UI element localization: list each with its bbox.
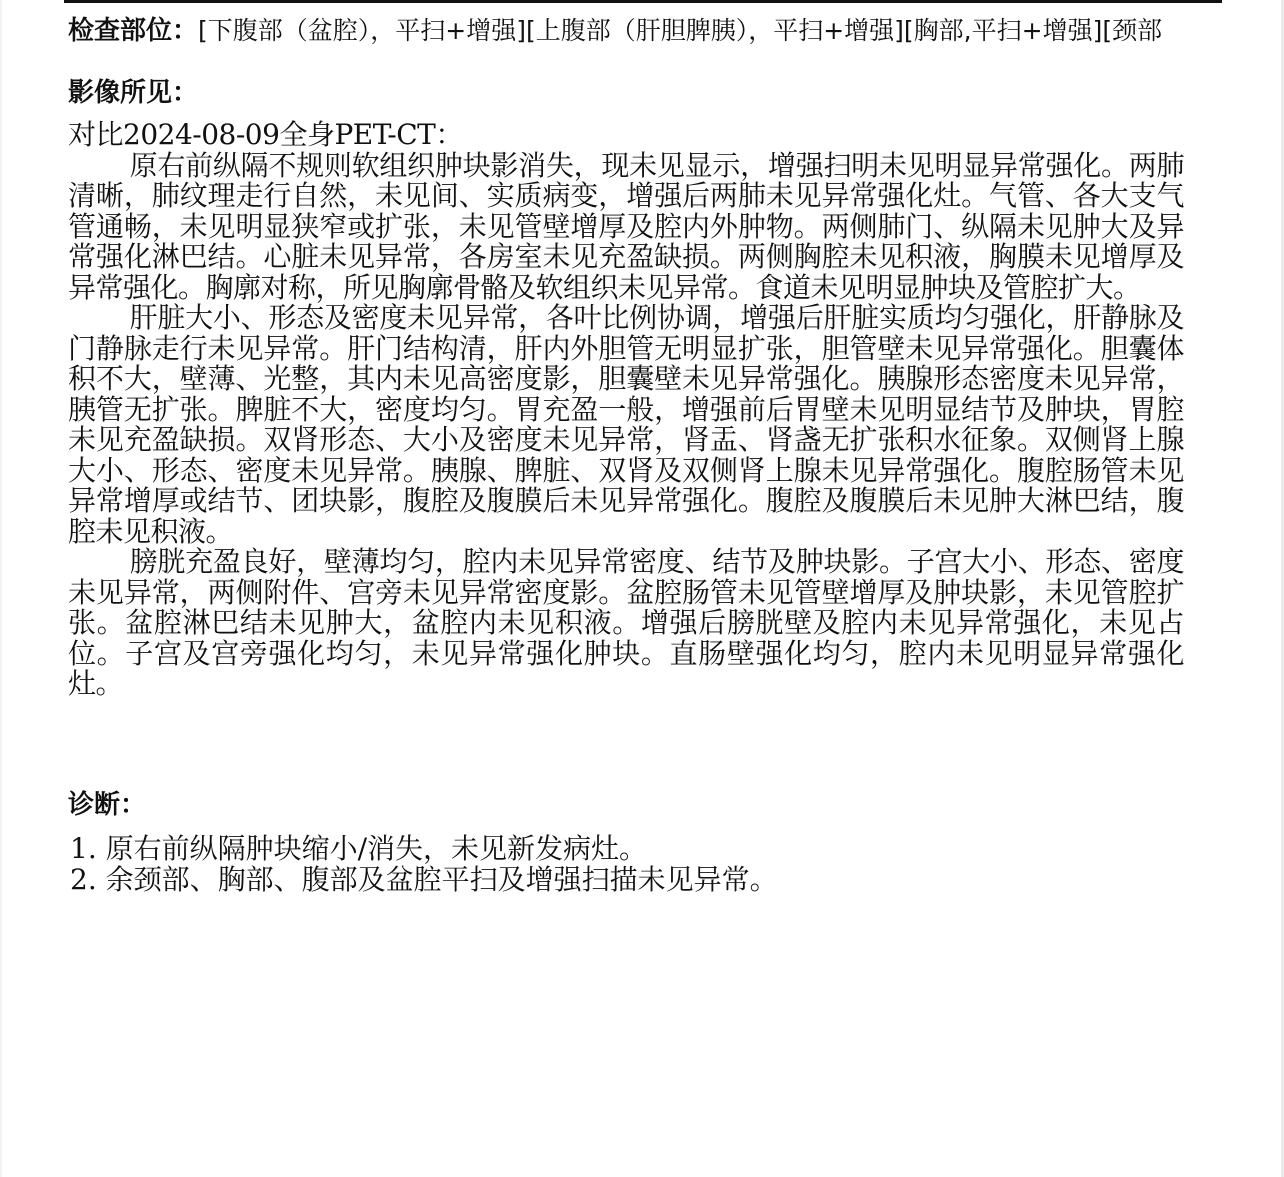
findings-paragraph-pelvis: 膀胱充盈良好，壁薄均匀，腔内未见异常密度、结节及肿块影。子宫大小、形态、密度未见异常，两侧附件、宫旁未见异常密度影。盆腔肠管未见管壁增厚及肿块影，未见管腔扩张。盆腔淋巴结未见肿大，盆腔内未见积液。增强后膀胱壁及腔内未见异常强化，未见占位。子宫及宫旁强化均匀，未见异常强化肿块。直肠壁强化均匀，腔内未见明显异常强化灶。 — [68, 545, 1184, 700]
exam-region-value: [下腹部（盆腔），平扫+增强][上腹部（肝胆脾胰），平扫+增强][胸部,平扫+增强][颈部 — [198, 16, 1163, 45]
diagnosis-item: 1. 原右前纵隔肿块缩小/消失，未见新发病灶。 — [70, 832, 648, 865]
findings-title: 影像所见： — [68, 78, 199, 108]
diagnosis-item: 2. 余颈部、胸部、腹部及盆腔平扫及增强扫描未见异常。 — [70, 862, 778, 896]
findings-paragraph-chest: 原右前纵隔不规则软组织肿块影消失，现未见显示，增强扫明未见明显异常强化。两肺清晰，肺纹理走行自然，未见间、实质病变，增强后两肺未见异常强化灶。气管、各大支气管通畅，未见明显狭窄或扩张，未见管壁增厚及腔内外肿物。两侧肺门、纵隔未见肿大及异常强化淋巴结。心脏未见异常，各房室未见充盈缺损。两侧胸腔未见积液，胸膜未见增厚及异常强化。胸廓对称，所见胸廓骨骼及软组织未见异常。食道未见明显肿块及管腔扩大。 — [68, 148, 1184, 304]
top-rule — [64, 0, 1222, 3]
diagnosis-list — [70, 834, 1170, 895]
findings-comparison: 对比2024-08-09全身PET-CT： — [68, 118, 463, 151]
exam-region-label: 检查部位： — [68, 16, 199, 46]
diagnosis-title: 诊断： — [68, 790, 147, 820]
findings-paragraph-abdomen: 肝脏大小、形态及密度未见异常，各叶比例协调，增强后肝脏实质均匀强化，肝静脉及门静脉走行未见异常。肝门结构清，肝内外胆管无明显扩张，胆管壁未见异常强化。胆囊体积不大，壁薄、光整，其内未见高密度影，胆囊壁未见异常强化。胰腺形态密度未见异常，胰管无扩张。脾脏不大，密度均匀。胃充盈一般，增强前后胃壁未见明显结节及肿块，胃腔未见充盈缺损。双肾形态、大小及密度未见异常，肾盂、肾盏无扩张积水征象。双侧肾上腺大小、形态、密度未见异常。胰腺、脾脏、双肾及双侧肾上腺未见异常强化。腹腔肠管未见异常增厚或结节、团块影，腹腔及腹膜后未见异常强化。腹腔及腹膜后未见肿大淋巴结，腹腔未见积液。 — [68, 301, 1184, 548]
page-left-edge — [0, 0, 2, 1177]
exam-region-line — [68, 14, 1222, 48]
findings-body — [68, 120, 1184, 700]
